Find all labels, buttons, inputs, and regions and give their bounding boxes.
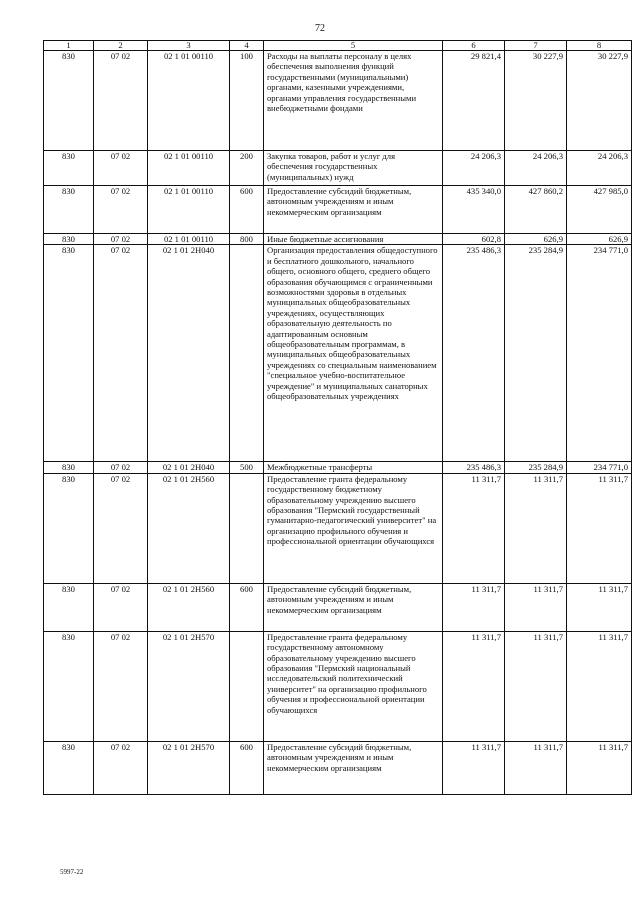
column-header: 1 <box>44 41 94 51</box>
amount-col7-cell: 24 206,3 <box>505 151 567 186</box>
description-cell: Организация предоставления общедоступного и бесплатного дошкольного, начального общего, основного общего, среднего общего образования обучающимся с ограниченными возможностями здоровья в отдельных муниципальных общеобразовательных учреждениях, осуществляющих образовательную деятельность по адаптированным основным общеобразовательным программам, в муниципальных общеобразовательных учреждениях со специальным наименованием "специальное учебно-воспитательное учреждение" и муниципальных санаторных общеобразовательных учреждениях <box>264 245 443 462</box>
amount-col6-cell: 11 311,7 <box>443 473 505 583</box>
column-header: 7 <box>505 41 567 51</box>
column-header: 2 <box>94 41 148 51</box>
section-cell: 07 02 <box>94 473 148 583</box>
admin-code-cell: 830 <box>44 151 94 186</box>
target-article-cell: 02 1 01 2H040 <box>148 462 230 473</box>
amount-col8-cell: 11 311,7 <box>567 473 632 583</box>
target-article-cell: 02 1 01 00110 <box>148 234 230 245</box>
admin-code-cell: 830 <box>44 473 94 583</box>
amount-col8-cell: 24 206,3 <box>567 151 632 186</box>
column-header: 5 <box>264 41 443 51</box>
table-row <box>44 234 632 245</box>
amount-col7-cell: 11 311,7 <box>505 631 567 741</box>
expense-type-cell: 200 <box>230 151 264 186</box>
expense-type-cell: 500 <box>230 462 264 473</box>
amount-col6-cell: 11 311,7 <box>443 741 505 794</box>
section-cell: 07 02 <box>94 245 148 462</box>
description-cell: Предоставление субсидий бюджетным, автономным учреждениям и иным некоммерческим организациям <box>264 186 443 234</box>
target-article-cell: 02 1 01 00110 <box>148 186 230 234</box>
table-row <box>44 186 632 234</box>
table-row <box>44 473 632 583</box>
target-article-cell: 02 1 01 2H570 <box>148 631 230 741</box>
admin-code-cell: 830 <box>44 245 94 462</box>
section-cell: 07 02 <box>94 51 148 151</box>
expense-type-cell: 600 <box>230 741 264 794</box>
column-header: 3 <box>148 41 230 51</box>
amount-col6-cell: 235 486,3 <box>443 245 505 462</box>
table-row <box>44 245 632 462</box>
target-article-cell: 02 1 01 2H560 <box>148 473 230 583</box>
section-cell: 07 02 <box>94 741 148 794</box>
description-cell: Предоставление субсидий бюджетным, автономным учреждениям и иным некоммерческим организациям <box>264 741 443 794</box>
amount-col6-cell: 235 486,3 <box>443 462 505 473</box>
page-number: 72 <box>315 23 325 34</box>
description-cell: Закупка товаров, работ и услуг для обеспечения государственных (муниципальных) нужд <box>264 151 443 186</box>
amount-col7-cell: 235 284,9 <box>505 245 567 462</box>
amount-col6-cell: 29 821,4 <box>443 51 505 151</box>
amount-col8-cell: 11 311,7 <box>567 583 632 631</box>
admin-code-cell: 830 <box>44 741 94 794</box>
budget-table <box>43 40 632 795</box>
column-header: 4 <box>230 41 264 51</box>
amount-col7-cell: 30 227,9 <box>505 51 567 151</box>
amount-col8-cell: 30 227,9 <box>567 51 632 151</box>
amount-col6-cell: 435 340,0 <box>443 186 505 234</box>
amount-col6-cell: 24 206,3 <box>443 151 505 186</box>
target-article-cell: 02 1 01 2H570 <box>148 741 230 794</box>
target-article-cell: 02 1 01 00110 <box>148 51 230 151</box>
expense-type-cell: 600 <box>230 186 264 234</box>
expense-type-cell <box>230 631 264 741</box>
expense-type-cell: 100 <box>230 51 264 151</box>
section-cell: 07 02 <box>94 462 148 473</box>
table-row <box>44 631 632 741</box>
amount-col7-cell: 11 311,7 <box>505 473 567 583</box>
description-cell: Межбюджетные трансферты <box>264 462 443 473</box>
admin-code-cell: 830 <box>44 462 94 473</box>
amount-col7-cell: 11 311,7 <box>505 741 567 794</box>
amount-col8-cell: 234 771,0 <box>567 462 632 473</box>
amount-col7-cell: 626,9 <box>505 234 567 245</box>
table-row <box>44 583 632 631</box>
table-row <box>44 462 632 473</box>
description-cell: Предоставление гранта федеральному государственному бюджетному образовательному учреждению высшего образования "Пермский государственный гуманитарно-педагогический университет" на организацию профильного обучения и профессиональной ориентации обучающихся <box>264 473 443 583</box>
expense-type-cell <box>230 245 264 462</box>
table-row <box>44 741 632 794</box>
target-article-cell: 02 1 01 00110 <box>148 151 230 186</box>
description-cell: Предоставление гранта федеральному государственному автономному образовательному учреждению высшего образования "Пермский национальный исследовательский политехнический университет" на организацию профильного обучения и профессиональной ориентации обучающихся <box>264 631 443 741</box>
description-cell: Предоставление субсидий бюджетным, автономным учреждениям и иным некоммерческим организациям <box>264 583 443 631</box>
amount-col8-cell: 626,9 <box>567 234 632 245</box>
amount-col6-cell: 602,8 <box>443 234 505 245</box>
section-cell: 07 02 <box>94 151 148 186</box>
footer-document-code: 5997-22 <box>60 868 84 876</box>
table-row <box>44 51 632 151</box>
section-cell: 07 02 <box>94 583 148 631</box>
amount-col7-cell: 427 860,2 <box>505 186 567 234</box>
amount-col7-cell: 235 284,9 <box>505 462 567 473</box>
admin-code-cell: 830 <box>44 186 94 234</box>
expense-type-cell: 600 <box>230 583 264 631</box>
target-article-cell: 02 1 01 2H040 <box>148 245 230 462</box>
amount-col8-cell: 234 771,0 <box>567 245 632 462</box>
admin-code-cell: 830 <box>44 583 94 631</box>
section-cell: 07 02 <box>94 631 148 741</box>
amount-col8-cell: 11 311,7 <box>567 741 632 794</box>
admin-code-cell: 830 <box>44 234 94 245</box>
table-header-row <box>44 41 632 51</box>
description-cell: Иные бюджетные ассигнования <box>264 234 443 245</box>
admin-code-cell: 830 <box>44 51 94 151</box>
expense-type-cell <box>230 473 264 583</box>
amount-col6-cell: 11 311,7 <box>443 583 505 631</box>
amount-col8-cell: 11 311,7 <box>567 631 632 741</box>
expense-type-cell: 800 <box>230 234 264 245</box>
section-cell: 07 02 <box>94 186 148 234</box>
description-cell: Расходы на выплаты персоналу в целях обеспечения выполнения функций государственными (муниципальными) органами, казенными учреждениями, органами управления государственными внебюджетными фондами <box>264 51 443 151</box>
amount-col7-cell: 11 311,7 <box>505 583 567 631</box>
admin-code-cell: 830 <box>44 631 94 741</box>
amount-col6-cell: 11 311,7 <box>443 631 505 741</box>
column-header: 6 <box>443 41 505 51</box>
target-article-cell: 02 1 01 2H560 <box>148 583 230 631</box>
amount-col8-cell: 427 985,0 <box>567 186 632 234</box>
section-cell: 07 02 <box>94 234 148 245</box>
column-header: 8 <box>567 41 632 51</box>
table-row <box>44 151 632 186</box>
